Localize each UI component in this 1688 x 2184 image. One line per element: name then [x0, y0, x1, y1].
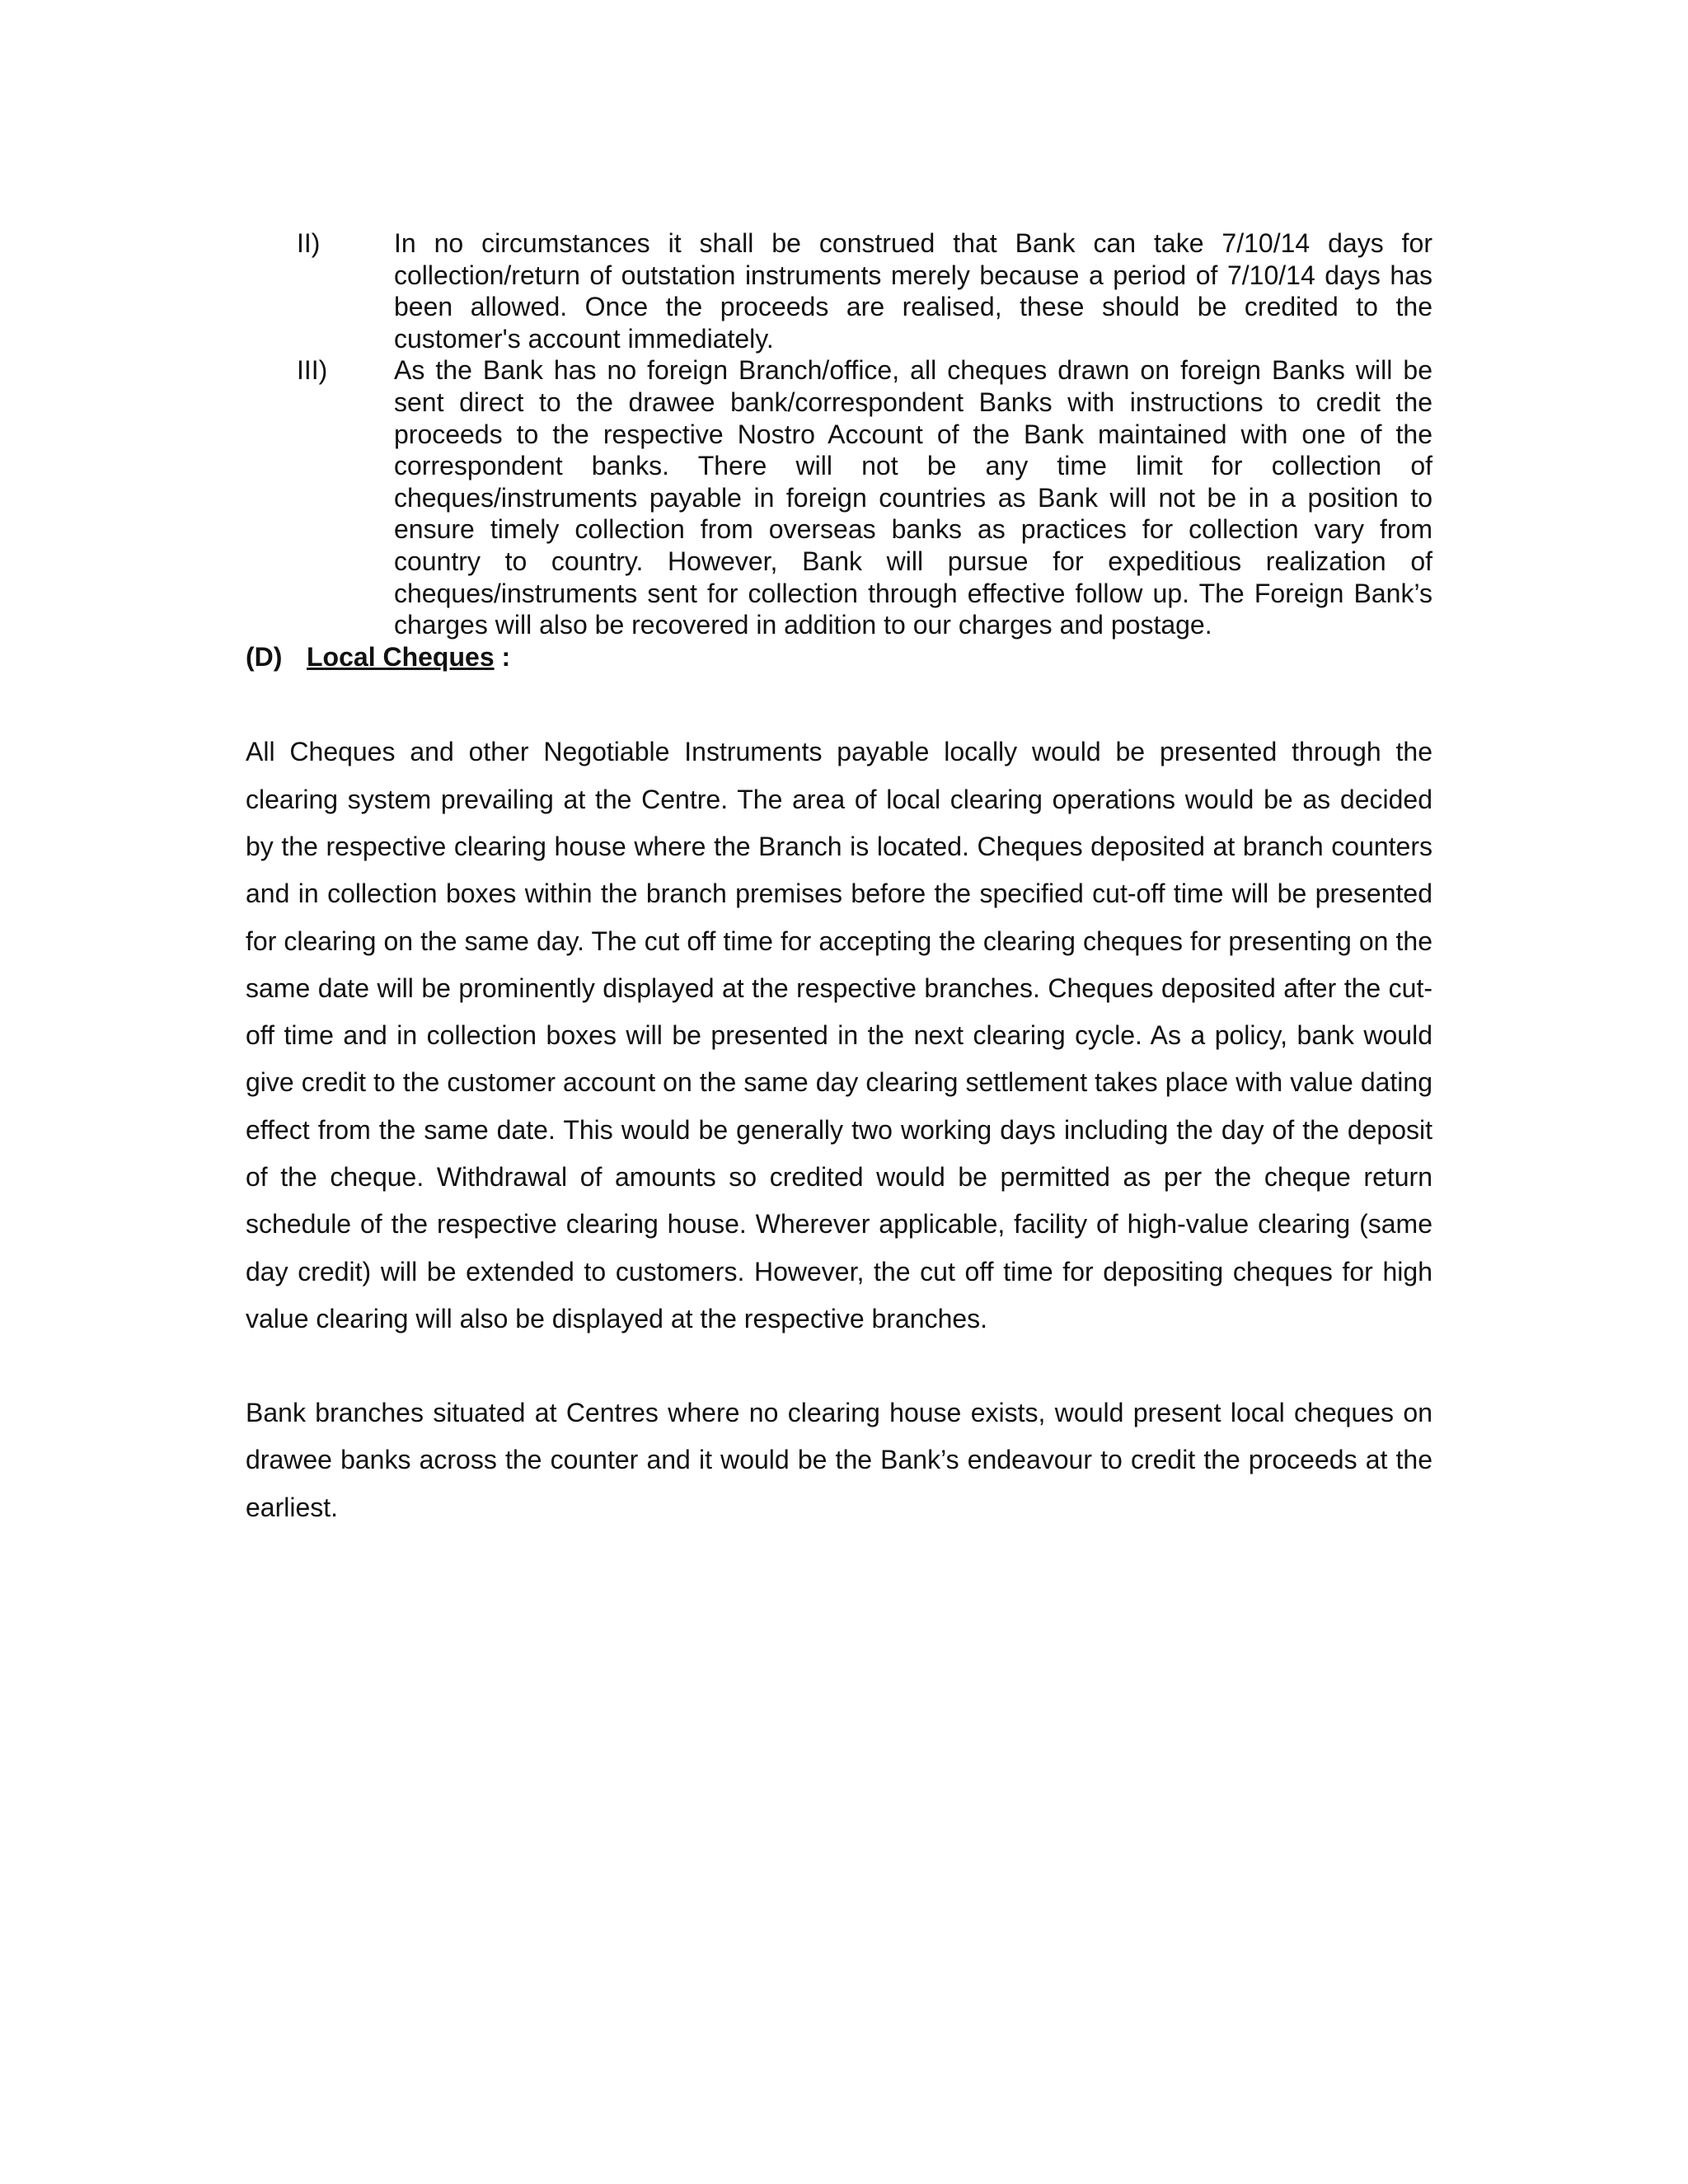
list-item-text: In no circumstances it shall be construed that Bank can take 7/10/14 days for collection/return of outstation instruments merely because a period of 7/10/14 days has been allowed. Once the proceeds are realised, these should be credited to the customer's account immediately.: [394, 228, 1432, 354]
list-marker: II): [297, 228, 321, 258]
section-letter: (D): [246, 641, 283, 672]
list-marker: III): [297, 355, 328, 386]
document-body: [246, 227, 1432, 1531]
list-item: [246, 354, 1432, 640]
list-item: [246, 227, 1432, 354]
section-title: Local Cheques: [307, 641, 495, 672]
list-item-text: As the Bank has no foreign Branch/office, all cheques drawn on foreign Banks will be sent direct to the drawee bank/correspondent Banks with instructions to credit the proceeds to the respective Nostro Account of the Bank maintained with one of the correspondent banks. There will not be any time limit for collection of cheques/instruments payable in foreign countries as Bank will not be in a position to ensure timely collection from overseas banks as practices for collection vary from country to country. However, Bank will pursue for expeditious realization of cheques/instruments sent for collection through effective follow up. The Foreign Bank’s charges will also be recovered in addition to our charges and postage.: [394, 355, 1432, 640]
section-heading: [246, 641, 1432, 673]
body-paragraph: All Cheques and other Negotiable Instruments payable locally would be presented through the clearing system prevailing at the Centre. The area of local clearing operations would be as decided by the respective clearing house where the Branch is located. Cheques deposited at branch counters and in collection boxes within the branch premises before the specified cut-off time will be presented for clearing on the same day. The cut off time for accepting the clearing cheques for presenting on the same date will be prominently displayed at the respective branches. Cheques deposited after the cut-off time and in collection boxes will be presented in the next clearing cycle. As a policy, bank would give credit to the customer account on the same day clearing settlement takes place with value dating effect from the same date. This would be generally two working days including the day of the deposit of the cheque. Withdrawal of amounts so credited would be permitted as per the cheque return schedule of the respective clearing house. Wherever applicable, facility of high-value clearing (same day credit) will be extended to customers. However, the cut off time for depositing cheques for high value clearing will also be displayed at the respective branches.: [246, 737, 1432, 1333]
body-paragraph: Bank branches situated at Centres where no clearing house exists, would present local cheques on drawee banks across the counter and it would be the Bank’s endeavour to credit the proceeds at the earliest.: [246, 1398, 1432, 1522]
section-title-suffix: :: [494, 641, 511, 672]
